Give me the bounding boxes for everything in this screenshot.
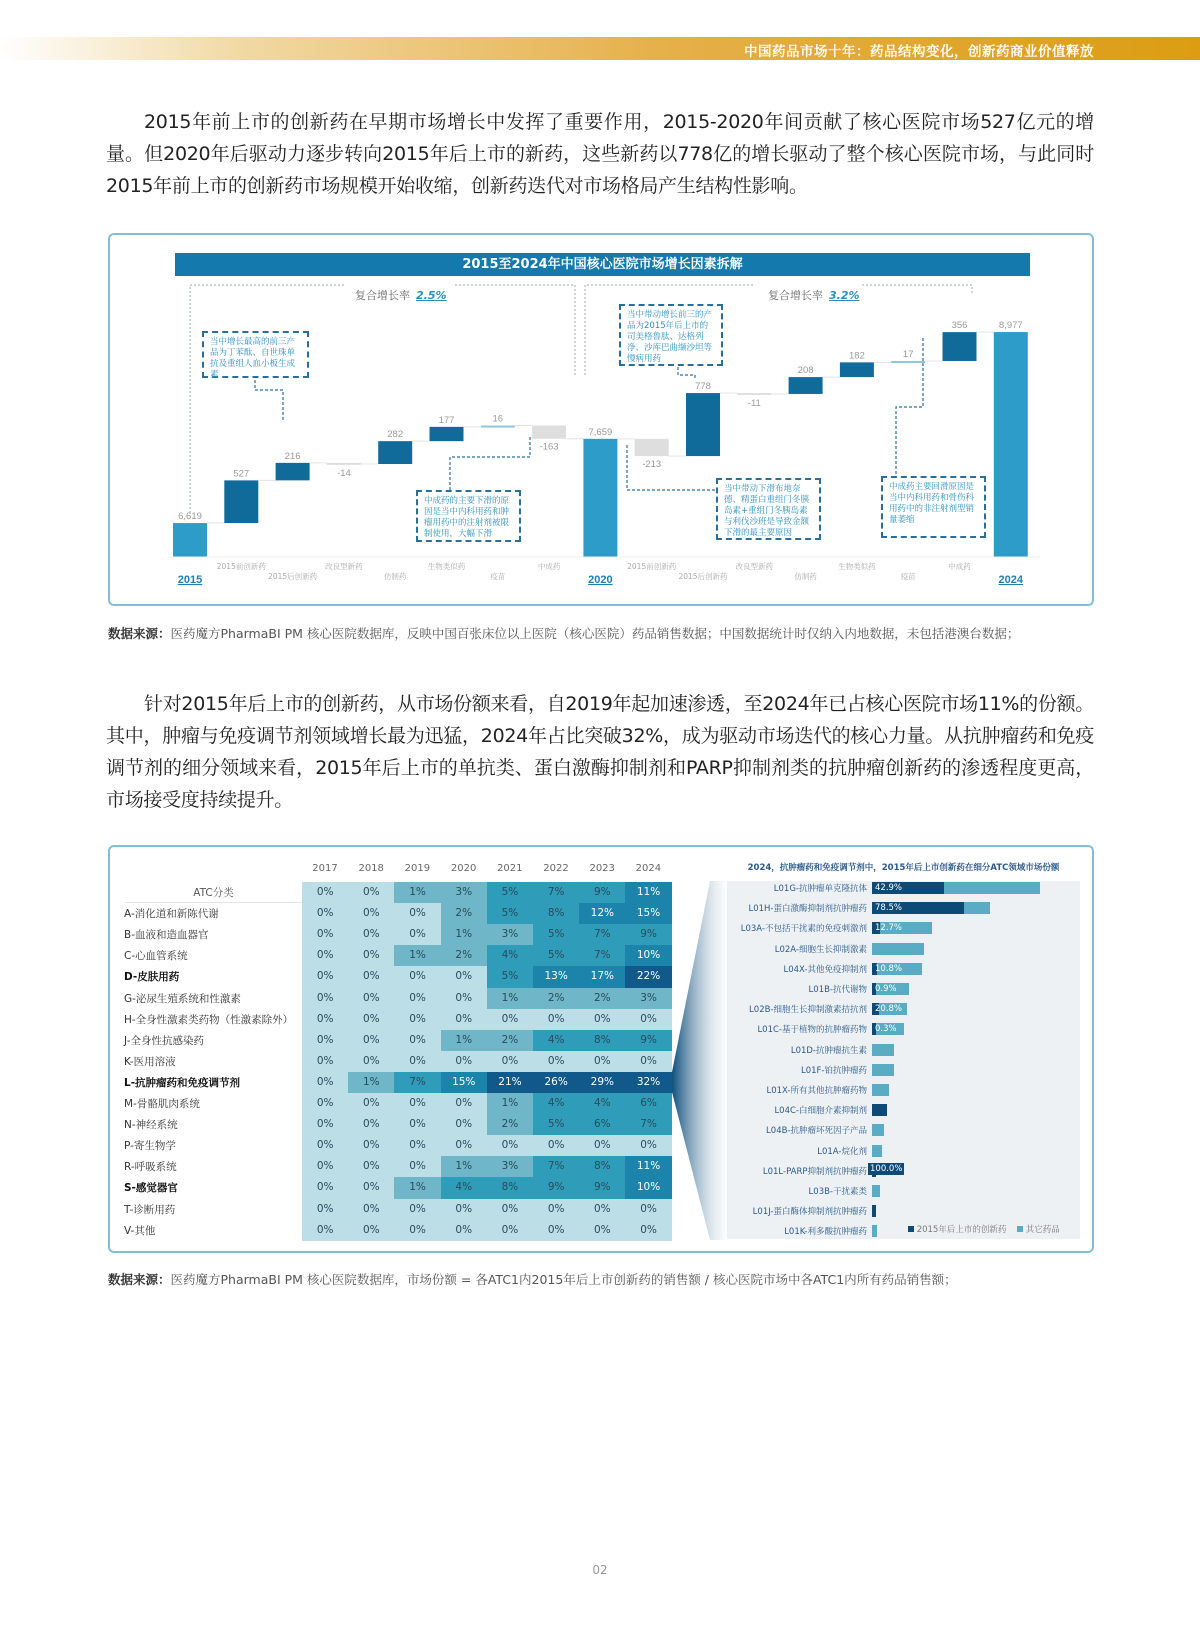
heatmap-cell: 7% (533, 1156, 579, 1177)
heatmap-cell: 0% (579, 1220, 625, 1241)
value-label: 8,977 (998, 320, 1023, 332)
waterfall-svg (110, 235, 1092, 604)
heatmap-cell: 0% (394, 1093, 440, 1114)
heatmap-cell: 0% (441, 966, 487, 987)
value-label: 356 (951, 320, 968, 332)
heatmap-cell: 0% (348, 988, 394, 1009)
heatmap-cell: 0% (348, 1114, 394, 1135)
heatmap-cell: 7% (394, 1072, 440, 1093)
heatmap-cell: 5% (533, 1114, 579, 1135)
heatmap-cell: 0% (302, 945, 348, 966)
heatmap-cell: 3% (441, 882, 487, 903)
annotation-box: 中成药主要回滑原因是当中内科用药和骨伤科用药中的非注射剂型销量萎缩 (881, 476, 986, 538)
column-header: 2020 (450, 863, 477, 874)
heatmap-cell: 10% (625, 1177, 671, 1198)
bar-label: L01J-蛋白酶体抑制剂抗肿瘤药 (752, 1207, 867, 1218)
bar-label: L01K-利多酸抗肿瘤药 (784, 1227, 867, 1238)
year-label: 2015 (177, 574, 203, 586)
value-label: 208 (797, 365, 814, 377)
heatmap-cell: 9% (625, 924, 671, 945)
row-label: P-寄生物学 (124, 1140, 176, 1153)
heatmap-cell: 0% (394, 903, 440, 924)
bar-label: L01A-烷化剂 (817, 1146, 867, 1157)
waterfall-bar (943, 332, 977, 361)
heatmap-cell: 8% (579, 1030, 625, 1051)
heatmap-cell: 0% (348, 1199, 394, 1220)
heatmap-cell: 0% (579, 1009, 625, 1030)
column-header: 2022 (543, 863, 569, 874)
heatmap-cell: 12% (579, 903, 625, 924)
row-label: H-全身性激素类药物（性激素除外） (124, 1013, 294, 1026)
heatmap-cell: 7% (579, 924, 625, 945)
heatmap-cell: 4% (441, 1177, 487, 1198)
bar-label: L01G-抗肿瘤单克隆抗体 (773, 884, 867, 894)
heatmap-cell: 10% (625, 945, 671, 966)
heatmap-cell: 0% (302, 1093, 348, 1114)
row-label: L-抗肿瘤药和免疫调节剂 (124, 1076, 241, 1089)
bar-label: L01X-所有其他抗肿瘤药物 (766, 1086, 867, 1096)
bar-total (872, 1044, 894, 1056)
heatmap-cell: 1% (394, 945, 440, 966)
heatmap-cell: 0% (348, 1135, 394, 1156)
market-share-panel (108, 845, 1094, 1253)
column-header: 2019 (404, 863, 431, 874)
bar-total (872, 1084, 889, 1096)
heatmap-cell: 1% (394, 882, 440, 903)
leader-line (450, 437, 530, 490)
legend-label: 2015年后上市的创新药 (916, 1225, 1007, 1235)
heatmap-cell: 5% (487, 966, 533, 987)
heatmap-cell: 32% (625, 1072, 671, 1093)
heatmap-cell: 1% (394, 1177, 440, 1198)
category-label: 仿制药 (794, 572, 817, 581)
heatmap-cell: 7% (533, 882, 579, 903)
heatmap-cell: 0% (533, 1220, 579, 1241)
heatmap-cell: 0% (441, 1093, 487, 1114)
year-label: 2024 (998, 574, 1024, 586)
heatmap-cell: 5% (487, 882, 533, 903)
category-label: 2015前创新药 (627, 562, 677, 571)
heatmap-cell: 0% (302, 1030, 348, 1051)
bar-total (872, 1185, 880, 1197)
heatmap-cell: 0% (625, 1009, 671, 1030)
bar-new-drug-share (872, 1205, 876, 1217)
heatmap-cell: 0% (441, 1199, 487, 1220)
waterfall-bar (430, 427, 464, 441)
bar-new-drug-share (872, 1104, 887, 1116)
share-label: 12.7% (875, 923, 903, 934)
waterfall-bar (583, 439, 617, 557)
heatmap-cell: 0% (394, 966, 440, 987)
heatmap-cell: 4% (533, 1093, 579, 1114)
value-label: 17 (902, 348, 914, 360)
cagr-bracket (862, 285, 972, 293)
heatmap-cell: 4% (533, 1030, 579, 1051)
heatmap-cell: 0% (302, 1156, 348, 1177)
source-text: 医药魔方PharmaBI PM 核心医院数据库，市场份额 = 各ATC1内2015年后上市创新药的销售额 / 核心医院市场中各ATC1内所有药品销售额； (170, 1272, 957, 1287)
heatmap-cell: 2% (441, 903, 487, 924)
heatmap-cell: 0% (348, 903, 394, 924)
heatmap-cell: 0% (625, 1220, 671, 1241)
heatmap-cell: 0% (487, 1199, 533, 1220)
cagr-label: 复合增长率 (355, 289, 410, 302)
waterfall-bar (378, 441, 412, 464)
value-label: -213 (642, 459, 662, 471)
category-label: 2015前创新药 (216, 562, 266, 571)
heatmap-cell: 0% (302, 1114, 348, 1135)
column-header: 2018 (358, 863, 384, 874)
legend-label: 其它药品 (1025, 1225, 1060, 1235)
heatmap-cell: 0% (348, 882, 394, 903)
heatmap-cell: 1% (487, 1093, 533, 1114)
row-label: N-神经系统 (124, 1119, 178, 1132)
bar-label: L04C-白细胞介素抑制剂 (774, 1106, 867, 1117)
waterfall-bar (481, 426, 515, 428)
heatmap-cell: 29% (579, 1072, 625, 1093)
waterfall-bar (789, 377, 823, 394)
heatmap-cell: 0% (441, 1051, 487, 1072)
heatmap-cell: 3% (625, 988, 671, 1009)
share-label: 10.8% (875, 963, 903, 974)
heatmap-cell: 0% (394, 1114, 440, 1135)
heatmap-cell: 7% (579, 945, 625, 966)
bar-label: L01F-铂抗肿瘤药 (800, 1065, 867, 1076)
row-label: A-消化道和新陈代谢 (124, 908, 219, 921)
header-banner (0, 37, 1200, 60)
category-label: 生物类似药 (838, 562, 876, 571)
heatmap-cell: 15% (625, 903, 671, 924)
bar-label: L03B-干扰素类 (808, 1187, 867, 1197)
bar-label: L04B-抗肿瘤坏死因子产品 (766, 1126, 867, 1137)
row-label: R-呼吸系统 (124, 1161, 177, 1174)
column-header: 2017 (312, 863, 338, 874)
heatmap-cell: 6% (625, 1093, 671, 1114)
share-label: 42.9% (875, 883, 903, 893)
cagr-bracket (455, 285, 575, 375)
bar-total (872, 1225, 877, 1237)
waterfall-bar (276, 463, 310, 480)
waterfall-title: 2015至2024年中国核心医院市场增长因素拆解 (175, 253, 1030, 276)
annotation-box: 当中带动增长前三的产品为2015年后上市的司美格鲁肽、达格列净、沙库巴曲缬沙坦等慢病用药 (619, 304, 723, 366)
heatmap-cell: 6% (579, 1114, 625, 1135)
heatmap-cell: 0% (533, 1199, 579, 1220)
heatmap-cell: 0% (302, 966, 348, 987)
heatmap-cell: 0% (625, 1051, 671, 1072)
category-label: 改良型新药 (325, 562, 363, 571)
waterfall-bar (994, 332, 1028, 557)
share-label: 0.3% (875, 1024, 897, 1035)
heatmap-cell: 5% (487, 903, 533, 924)
heatmap-cell: 0% (394, 924, 440, 945)
waterfall-bar (532, 426, 566, 439)
bar-total (872, 1145, 882, 1157)
cagr-value: 2.5% (416, 289, 447, 302)
bar-label: L01D-抗肿瘤抗生素 (790, 1045, 867, 1056)
waterfall-bar (840, 362, 874, 377)
bar-label: L03A-不包括干扰素的免疫刺激剂 (740, 924, 867, 935)
paragraph-2: 针对2015年后上市的创新药，从市场份额来看，自2019年起加速渗透，至2024年已占核心医院市场11%的份额。其中，肿瘤与免疫调节剂领域增长最为迅猛，2024年占比突破32%，成为驱动市场迭代的核心力量。从抗肿瘤药和免疫调节剂的细分领域来看，2015年后上市的单抗类、蛋白激酶抑制剂和PARP抑制剂类的抗肿瘤创新药的渗透程度更高，市场接受度持续提升。 (106, 693, 1094, 811)
heatmap-cell: 8% (487, 1177, 533, 1198)
category-label: 2015后创新药 (268, 572, 318, 581)
heatmap-cell: 0% (302, 1220, 348, 1241)
heatmap-cell: 0% (302, 1199, 348, 1220)
leader-line (678, 367, 695, 380)
heatmap-cell: 0% (302, 1135, 348, 1156)
waterfall-bar (737, 393, 771, 395)
bar-chart-background (727, 881, 1080, 1239)
bar-label: L04X-其他免疫抑制剂 (783, 964, 867, 975)
share-label: 100.0% (870, 1163, 903, 1174)
heatmap-cell: 17% (579, 966, 625, 987)
row-label: ATC分类 (193, 887, 234, 899)
source-label: 数据来源： (108, 1272, 171, 1287)
value-label: 6,619 (178, 511, 202, 523)
category-label: 疫苗 (490, 572, 506, 581)
heatmap-cell: 0% (302, 988, 348, 1009)
waterfall-bar (224, 480, 258, 523)
heatmap-cell: 0% (533, 1009, 579, 1030)
category-label: 生物类似药 (427, 562, 466, 571)
share-label: 78.5% (875, 903, 903, 914)
source-note-2 (108, 1270, 957, 1288)
annotation-box: 当中带动下滑布地奈德、精蛋白重组门冬胰岛素+重组门冬胰岛素与利伐沙班是导致金额下滑的最主要原因 (716, 478, 821, 540)
share-label: 20.8% (875, 1004, 903, 1015)
row-label: G-泌尿生殖系统和性激素 (124, 992, 241, 1005)
cagr-bracket (190, 285, 345, 513)
heatmap-cell: 11% (625, 1156, 671, 1177)
legend-swatch-other (1017, 1226, 1023, 1232)
heatmap-cell: 0% (302, 924, 348, 945)
paragraph-1: 2015年前上市的创新药在早期市场增长中发挥了重要作用，2015-2020年间贡献了核心医院市场527亿元的增量。但2020年后驱动力逐步转向2015年后上市的新药，这些新药以778亿的增长驱动了整个核心医院市场，与此同时2015年前上市的创新药市场规模开始收缩，创新药迭代对市场格局产生结构性影响。 (106, 111, 1094, 197)
heatmap-cell: 0% (394, 1135, 440, 1156)
value-label: 16 (492, 413, 504, 425)
bar-chart-title: 2024，抗肿瘤药和免疫调节剂中，2015年后上市创新药在细分ATC领域市场份额 (747, 863, 1060, 873)
source-note-1 (108, 624, 1019, 642)
heatmap-cell: 0% (441, 1009, 487, 1030)
heatmap-cell: 0% (302, 1009, 348, 1030)
heatmap-cell: 5% (533, 924, 579, 945)
heatmap-cell: 21% (487, 1072, 533, 1093)
heatmap-cell: 0% (625, 1135, 671, 1156)
category-label: 中成药 (948, 562, 971, 571)
row-label: S-感觉器官 (124, 1182, 178, 1195)
cagr-label: 复合增长率 (768, 289, 823, 302)
heatmap-cell: 0% (441, 1220, 487, 1241)
leader-line (255, 378, 283, 420)
heatmap-cell: 0% (348, 1009, 394, 1030)
heatmap-cell: 0% (625, 1199, 671, 1220)
funnel-shape (672, 881, 727, 1240)
bar-label: L02A-细胞生长抑制激素 (774, 944, 867, 955)
value-label: 182 (848, 350, 865, 362)
column-header: 2024 (635, 863, 662, 874)
category-label: 中成药 (537, 562, 561, 571)
heatmap-cell: 0% (441, 988, 487, 1009)
value-label: -14 (337, 467, 351, 479)
category-label: 仿制药 (383, 572, 407, 581)
heatmap-cell: 0% (394, 1199, 440, 1220)
heatmap-cell: 0% (487, 1051, 533, 1072)
legend-swatch-new (908, 1226, 914, 1232)
heatmap-cell: 9% (579, 1177, 625, 1198)
heatmap-cell: 0% (441, 1114, 487, 1135)
heatmap-cell: 0% (394, 988, 440, 1009)
waterfall-bar (891, 361, 925, 363)
bar-total (872, 1064, 894, 1076)
heatmap-cell: 26% (533, 1072, 579, 1093)
value-label: 7,659 (588, 426, 613, 438)
heatmap-cell: 13% (533, 966, 579, 987)
heatmap-cell: 0% (348, 1156, 394, 1177)
heatmap-cell: 1% (487, 988, 533, 1009)
heatmap-cell: 0% (348, 1030, 394, 1051)
row-label: C-心血管系统 (124, 950, 188, 963)
heatmap-cell: 0% (441, 1135, 487, 1156)
category-label: 改良型新药 (735, 562, 774, 571)
bar-label: L01B-抗代谢物 (808, 985, 867, 995)
row-label: D-皮肤用药 (124, 971, 180, 984)
heatmap-cell: 2% (441, 945, 487, 966)
heatmap-cell: 2% (487, 1114, 533, 1135)
heatmap-cell: 9% (625, 1030, 671, 1051)
column-header: 2023 (589, 863, 615, 874)
heatmap-cell: 8% (533, 903, 579, 924)
heatmap-cell: 22% (625, 966, 671, 987)
category-label: 2015后创新药 (678, 572, 728, 581)
heatmap-cell: 0% (579, 1199, 625, 1220)
heatmap-cell: 1% (441, 1156, 487, 1177)
annotation-box: 当中增长最高的前三产品为丁苯酞、自世珠单抗及重组人血小板生成素 (202, 331, 309, 378)
heatmap-cell: 3% (487, 924, 533, 945)
page-number: 02 (592, 1563, 608, 1577)
heatmap-cell: 0% (487, 1009, 533, 1030)
heatmap-cell: 0% (348, 1177, 394, 1198)
row-label: K-医用溶液 (124, 1055, 176, 1068)
waterfall-bar (173, 523, 207, 557)
row-label: J-全身性抗感染药 (124, 1034, 205, 1047)
bar-label: L01C-基于植物的抗肿瘤药物 (757, 1025, 867, 1036)
heatmap-cell: 0% (487, 1220, 533, 1241)
bar-legend (908, 1223, 1060, 1235)
waterfall-bar (686, 393, 720, 456)
heatmap-cell: 0% (302, 1177, 348, 1198)
heatmap-cell: 0% (302, 1072, 348, 1093)
heatmap-cell: 0% (348, 945, 394, 966)
heatmap-cell: 0% (348, 1051, 394, 1072)
value-label: -163 (539, 441, 559, 453)
heatmap-cell: 1% (441, 924, 487, 945)
heatmap-cell: 0% (348, 1220, 394, 1241)
heatmap-cell: 0% (302, 882, 348, 903)
heatmap-cell: 0% (394, 1220, 440, 1241)
heatmap-cell: 0% (579, 1051, 625, 1072)
heatmap-cell: 0% (394, 1156, 440, 1177)
divider (125, 902, 302, 903)
waterfall-chart-panel (108, 233, 1094, 606)
heatmap-cell: 5% (533, 945, 579, 966)
value-label: 282 (387, 429, 404, 441)
year-label: 2020 (588, 574, 613, 586)
heatmap-cell: 0% (348, 924, 394, 945)
source-label: 数据来源： (108, 626, 171, 641)
value-label: 778 (695, 381, 711, 393)
header-title: 中国药品市场十年：药品结构变化，创新药商业价值释放 (744, 44, 1094, 60)
heatmap-cell: 0% (302, 1051, 348, 1072)
heatmap-cell: 7% (625, 1114, 671, 1135)
row-label: V-其他 (124, 1224, 156, 1237)
heatmap-cell: 3% (487, 1156, 533, 1177)
value-label: 527 (233, 468, 250, 480)
bar-total (872, 1124, 884, 1136)
row-label: M-骨骼肌肉系统 (124, 1098, 200, 1110)
heatmap-cell: 0% (394, 1030, 440, 1051)
bar-total (872, 943, 924, 955)
heatmap-cell: 0% (348, 966, 394, 987)
heatmap-cell: 4% (579, 1093, 625, 1114)
heatmap-cell: 9% (533, 1177, 579, 1198)
value-label: -11 (747, 398, 761, 410)
source-text: 医药魔方PharmaBI PM 核心医院数据库，反映中国百张床位以上医院（核心医院）药品销售数据；中国数据统计时仅纳入内地数据，未包括港澳台数据； (170, 626, 1020, 641)
bar-label: L01L-PARP抑制剂抗肿瘤药 (762, 1166, 867, 1177)
column-header: 2021 (497, 863, 523, 874)
bar-label: L02B-细胞生长抑制激素拮抗剂 (749, 1005, 867, 1016)
heatmap-cell: 11% (625, 882, 671, 903)
cagr-value: 3.2% (829, 289, 860, 302)
heatmap-cell: 0% (579, 1135, 625, 1156)
heatmap-cell: 0% (348, 1093, 394, 1114)
row-label: B-血液和造血器官 (124, 929, 209, 942)
heatmap-cell: 0% (533, 1051, 579, 1072)
heatmap-cell: 0% (394, 1009, 440, 1030)
share-label: 0.9% (875, 984, 897, 994)
heatmap-cell: 0% (487, 1135, 533, 1156)
heatmap-cell: 0% (302, 903, 348, 924)
heatmap-cell: 9% (579, 882, 625, 903)
heatmap-cell: 15% (441, 1072, 487, 1093)
category-label: 疫苗 (900, 572, 916, 581)
heatmap-cell: 1% (441, 1030, 487, 1051)
heatmap-cell: 0% (394, 1051, 440, 1072)
heatmap-cell: 0% (533, 1135, 579, 1156)
heatmap-cell: 1% (348, 1072, 394, 1093)
heatmap-cell: 2% (533, 988, 579, 1009)
annotation-box: 中成药的主要下滑的原因是当中内科用药和肿瘤用药中的注射剂被限制使用，大幅下滑 (416, 490, 521, 542)
heatmap-cell: 4% (487, 945, 533, 966)
value-label: 177 (438, 414, 455, 426)
waterfall-bar (327, 463, 361, 465)
bar-label: L01H-蛋白激酶抑制剂抗肿瘤药 (748, 904, 867, 915)
heatmap-cell: 8% (579, 1156, 625, 1177)
waterfall-bar (635, 439, 669, 456)
heatmap-cell: 2% (579, 988, 625, 1009)
heatmap-cell: 2% (487, 1030, 533, 1051)
value-label: 216 (284, 450, 301, 462)
row-label: T-诊断用药 (124, 1203, 176, 1216)
